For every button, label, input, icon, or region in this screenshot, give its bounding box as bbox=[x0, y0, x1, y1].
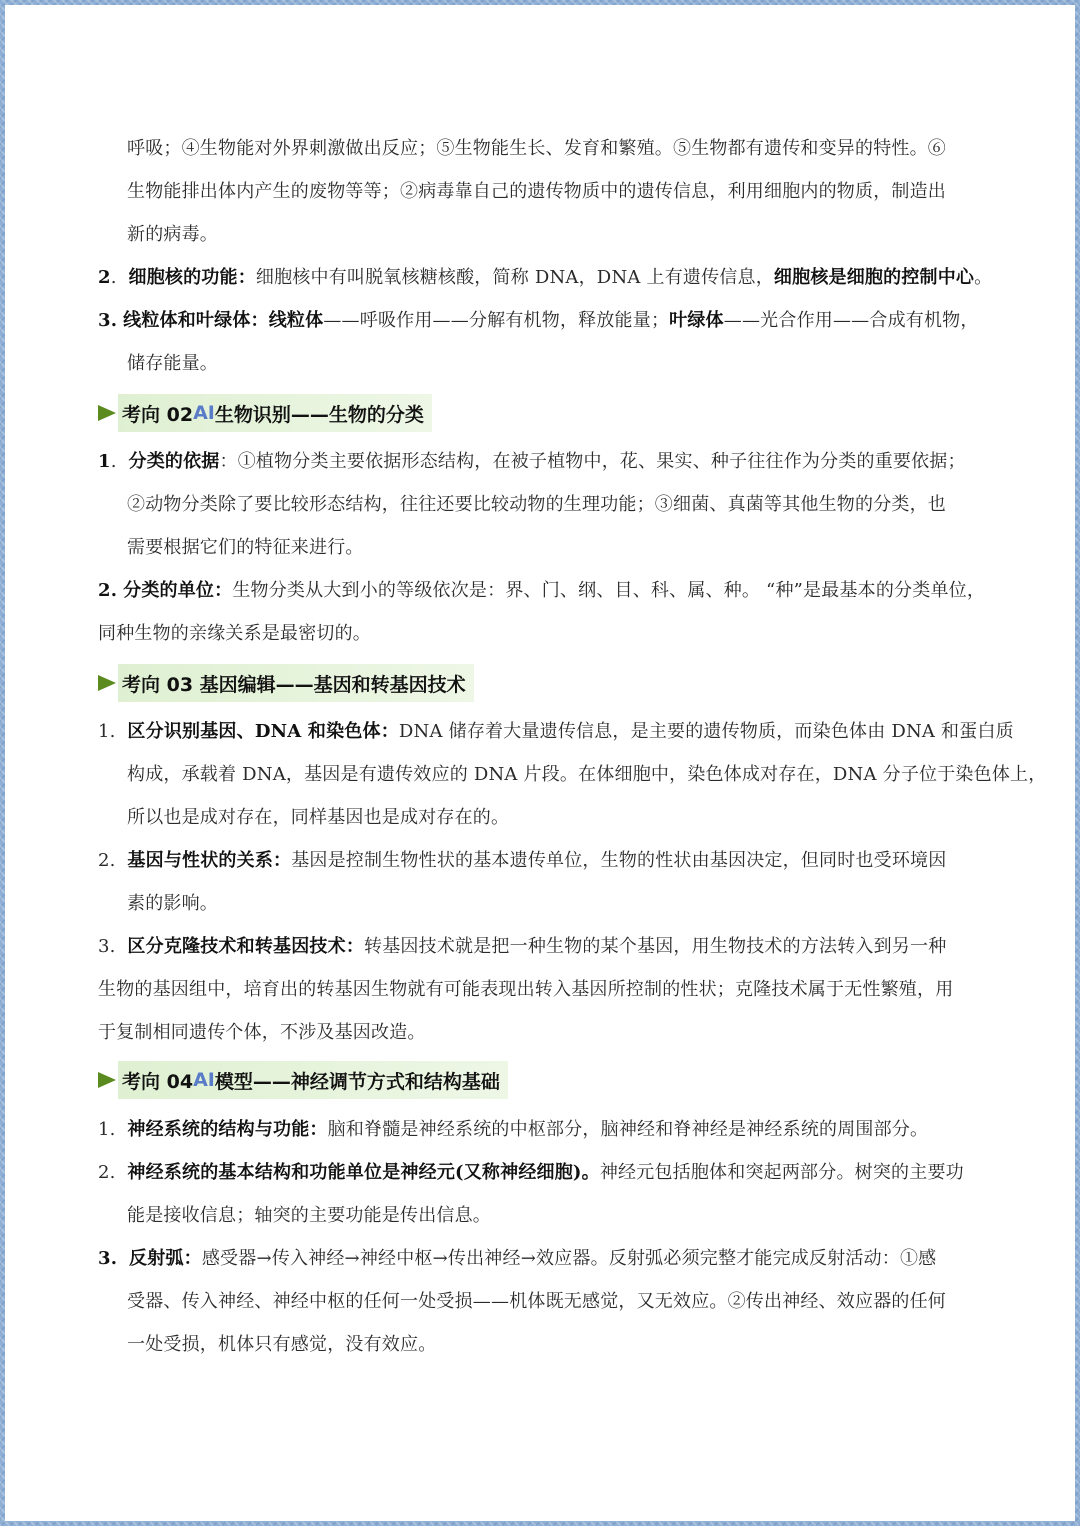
section-heading: 考向 02 AI 生物识别——生物的分类 bbox=[98, 394, 432, 432]
text-line: 能是接收信息；轴突的主要功能是传出信息。 bbox=[127, 1205, 491, 1226]
text-line: 受器、传入神经、神经中枢的任何一处受损——机体既无感觉，又无效应。②传出神经、效应器的任何 bbox=[127, 1291, 946, 1312]
list-item: 2. 分类的单位：生物分类从大到小的等级依次是：界、门、纲、目、科、属、种。 “种”是最基本的分类单位， bbox=[98, 580, 986, 601]
text-line: 生物的基因组中，培育出的转基因生物就有可能表现出转入基因所控制的性状；克隆技术属于无性繁殖，用 bbox=[98, 979, 954, 1000]
item-number: 2 bbox=[98, 267, 111, 288]
item-label: 线粒体和叶绿体： bbox=[123, 310, 269, 331]
list-item: 3. 反射弧：感受器→传入神经→神经中枢→传出神经→效应器。反射弧必须完整才能完成反射活动：①感 bbox=[98, 1248, 937, 1269]
text-line: 构成，承载着 DNA，基因是有遗传效应的 DNA 片段。在体细胞中，染色体成对存在，DNA 分子位于染色体上， bbox=[127, 764, 1047, 785]
item-number: 3. bbox=[98, 310, 118, 331]
text-line: 素的影响。 bbox=[127, 893, 218, 914]
text-line: 一处受损，机体只有感觉，没有效应。 bbox=[127, 1334, 437, 1355]
item-label: 细胞核的功能： bbox=[128, 267, 256, 288]
list-item: 3. 线粒体和叶绿体：线粒体——呼吸作用——分解有机物，释放能量；叶绿体——光合作用——合成有机物， bbox=[98, 310, 979, 331]
section-heading: 考向 04 AI 模型——神经调节方式和结构基础 bbox=[98, 1061, 508, 1099]
arrow-icon bbox=[98, 1072, 116, 1088]
list-item: 2. 神经系统的基本结构和功能单位是神经元(又称神经细胞)。神经元包括胞体和突起两部分。树突的主要功 bbox=[98, 1162, 964, 1183]
text-line: 新的病毒。 bbox=[127, 224, 218, 245]
text-line: ②动物分类除了要比较形态结构，往往还要比较动物的生理功能；③细菌、真菌等其他生物的分类，也 bbox=[127, 494, 946, 515]
text-line: 需要根据它们的特征来进行。 bbox=[127, 537, 364, 558]
text-line: 所以也是成对存在，同样基因也是成对存在的。 bbox=[127, 807, 510, 828]
list-item: 1. 区分识别基因、DNA 和染色体：DNA 储存着大量遗传信息，是主要的遗传物质，而染色体由 DNA 和蛋白质 bbox=[98, 721, 1014, 742]
arrow-icon bbox=[98, 405, 116, 421]
text-line: 呼吸；④生物能对外界刺激做出反应；⑤生物能生长、发育和繁殖。⑤生物都有遗传和变异的特性。⑥ bbox=[127, 138, 946, 159]
text-line: 同种生物的亲缘关系是最密切的。 bbox=[98, 623, 371, 644]
list-item: 1. 神经系统的结构与功能：脑和脊髓是神经系统的中枢部分，脑神经和脊神经是神经系统的周围部分。 bbox=[98, 1119, 929, 1140]
list-item: 2. 细胞核的功能：细胞核中有叫脱氧核糖核酸，简称 DNA，DNA 上有遗传信息，细胞核是细胞的控制中心。 bbox=[98, 267, 993, 288]
list-item: 2. 基因与性状的关系：基因是控制生物性状的基本遗传单位，生物的性状由基因决定，但同时也受环境因 bbox=[98, 850, 947, 871]
text-line: 生物能排出体内产生的废物等等；②病毒靠自己的遗传物质中的遗传信息，利用细胞内的物质，制造出 bbox=[127, 181, 946, 202]
text-line: 于复制相同遗传个体，不涉及基因改造。 bbox=[98, 1022, 426, 1043]
list-item: 1. 分类的依据：①植物分类主要依据形态结构，在被子植物中，花、果实、种子往往作为分类的重要依据； bbox=[98, 451, 966, 472]
text-line: 储存能量。 bbox=[127, 353, 218, 374]
document-page bbox=[5, 5, 1075, 1521]
arrow-icon bbox=[98, 675, 116, 691]
section-heading: 考向 03 基因编辑——基因和转基因技术 bbox=[98, 664, 474, 702]
list-item: 3. 区分克隆技术和转基因技术：转基因技术就是把一种生物的某个基因，用生物技术的方法转入到另一种 bbox=[98, 936, 947, 957]
